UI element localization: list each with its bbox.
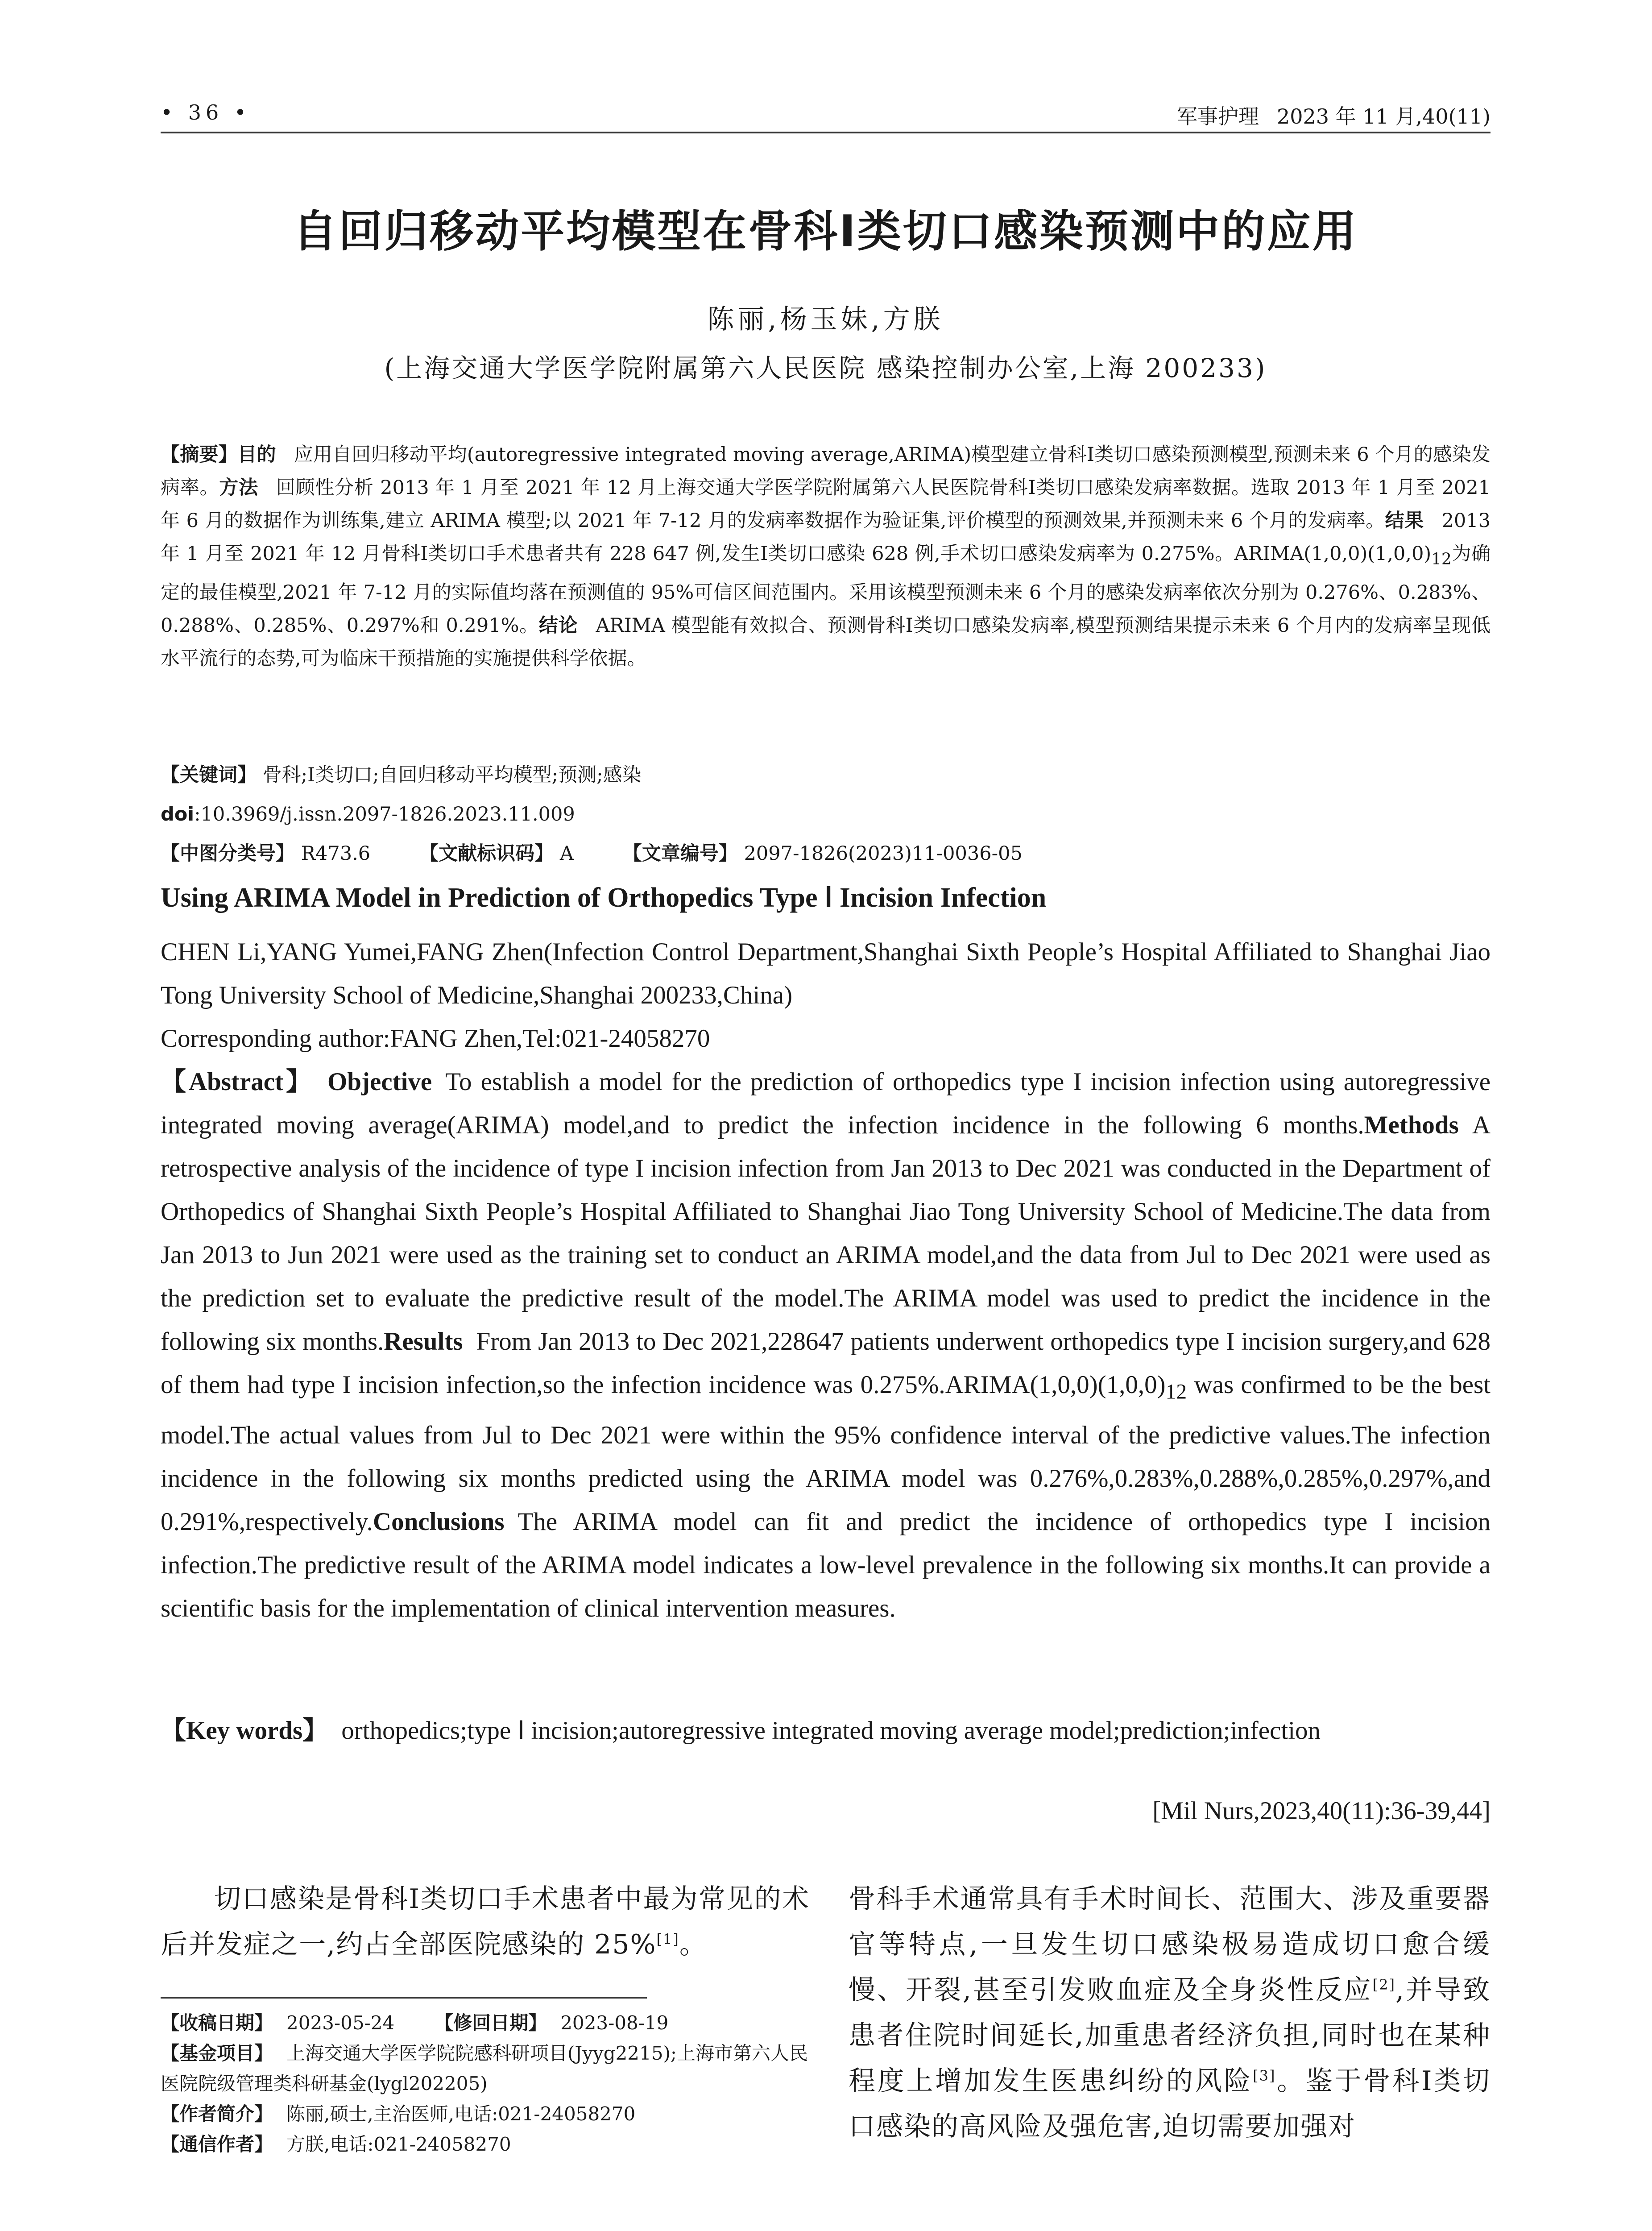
article-title-en: Using ARIMA Model in Prediction of Orthopedics Type Ⅰ Incision Infection <box>161 883 1047 913</box>
body-right-p3: 。鉴于骨科Ⅰ类切口感染的高风险及强危害,迫切需要加强对 <box>849 2065 1491 2142</box>
clc-value: R473.6 <box>301 842 371 865</box>
article-number-value: 2097-1826(2023)11-0036-05 <box>744 842 1023 865</box>
footnote-fund <box>161 2038 810 2099</box>
results-en-sub: 12 <box>1165 1380 1187 1404</box>
reference-3[interactable]: [3] <box>1253 2067 1276 2084</box>
revised-label: 【修回日期】 <box>435 2012 547 2034</box>
keywords-en-label: 【Key words】 <box>161 1717 328 1745</box>
keywords-en-text: orthopedics;type Ⅰ incision;autoregressive integrated moving average model;prediction;infection <box>341 1717 1321 1745</box>
journal-issue: 2023 年 11 月,40(11) <box>1276 104 1491 129</box>
keywords-cn <box>161 759 1491 792</box>
methods-cn: 回顾性分析 2013 年 1 月至 2021 年 12 月上海交通大学医学院附属第六人民医院骨科Ⅰ类切口感染发病率数据。选取 2013 年 1 月至 2021 年 6 月的数据作为训练集,建立 ARIMA 模型;以 2021 年 7-12 月的发病率数据作为验证集,评价模型的预测效果,并预测未来 6 个月的发病率。 <box>161 477 1491 532</box>
objective-cn-label: 目的 <box>237 444 276 466</box>
results-cn-label: 结果 <box>1385 510 1424 532</box>
methods-cn-label: 方法 <box>219 477 258 499</box>
reference-2[interactable]: [2] <box>1372 1976 1395 1993</box>
authors-cn: 陈丽,杨玉妹,方朕 <box>707 304 944 335</box>
doi-line <box>161 798 1491 831</box>
abstract-en-label: 【Abstract】 <box>161 1068 314 1096</box>
author-bio-label: 【作者简介】 <box>161 2103 273 2125</box>
conclusion-cn: ARIMA 模型能有效拟合、预测骨科Ⅰ类切口感染发病率,模型预测结果提示未来 6 个月内的发病率呈现低水平流行的态势,可为临床干预措施的实施提供科学依据。 <box>161 614 1491 670</box>
body-right-p1: 骨科手术通常具有手术时间长、范围大、涉及重要器官等特点,一旦发生切口感染极易造成切口愈合缓慢、开裂,甚至引发败血症及全身炎性反应 <box>849 1883 1491 2006</box>
clc-label: 【中图分类号】 <box>161 842 295 865</box>
affiliation-cn: (上海交通大学医学院附属第六人民医院 感染控制办公室,上海 200233) <box>384 353 1267 383</box>
results-en-b: was confirmed to be the best model.The actual values from Jul to Dec 2021 were within the 95% confidence interval of the predictive values.The infection incidence in the following six months predicted using the ARIMA model was 0.276%,0.283%,0.288%,0.285%,0.297%,and 0.291%,respectively. <box>161 1371 1491 1536</box>
keywords-cn-label: 【关键词】 <box>161 764 257 786</box>
footnote-corresponding <box>161 2129 810 2160</box>
doc-code-label: 【文献标识码】 <box>419 842 554 865</box>
objective-en-label: Objective <box>327 1068 432 1096</box>
corresponding-label: 【通信作者】 <box>161 2133 273 2155</box>
received-date: 2023-05-24 <box>286 2012 395 2034</box>
citation: [Mil Nurs,2023,40(11):36-39,44] <box>1152 1797 1491 1825</box>
results-cn-sub: 12 <box>1431 550 1452 568</box>
reference-1[interactable]: [1] <box>656 1931 679 1948</box>
abstract-cn <box>161 438 1491 675</box>
body-column-right <box>849 1876 1491 2149</box>
body-left-end: 。 <box>679 1929 707 1960</box>
results-en-a: From Jan 2013 to Dec 2021,228647 patients underwent orthopedics type I incision surgery,and 628 of them had type I incision infection,so the infection incidence was 0.275%.ARIMA(1,0,0)(1,0,0) <box>161 1327 1491 1399</box>
keywords-en <box>161 1709 1491 1752</box>
conclusion-en: The ARIMA model can fit and predict the incidence of orthopedics type I incision infection.The predictive result of the ARIMA model indicates a low-level prevalence in the following six months.It can provide a scientific basis for the implementation of clinical intervention measures. <box>161 1508 1491 1623</box>
page-number: • 36 • <box>161 100 251 124</box>
running-header <box>161 100 1491 133</box>
body-column-left <box>161 1876 810 1967</box>
body-left-text: 切口感染是骨科Ⅰ类切口手术患者中最为常见的术后并发症之一,约占全部医院感染的 25% <box>161 1883 810 1960</box>
footnote-author <box>161 2099 810 2129</box>
fund-text: 上海交通大学医学院院感科研项目(Jyyg2215);上海市第六人民医院院级管理类科研基金(lygl202205) <box>161 2042 808 2094</box>
abstract-en <box>161 1060 1491 1630</box>
article-number-label: 【文章编号】 <box>622 842 738 865</box>
revised-date: 2023-08-19 <box>560 2012 669 2034</box>
author-bio: 陈丽,硕士,主治医师,电话:021-24058270 <box>286 2103 636 2125</box>
methods-en: A retrospective analysis of the incidence of type I incision infection from Jan 2013 to Dec 2021 was conducted in the Department of Orthopedics of Shanghai Sixth People’s Hospital Affiliated to Shanghai Jiao Tong University School of Medicine.The data from Jan 2013 to Jun 2021 were used as the training set to conduct an ARIMA model,and the data from Jul to Dec 2021 were used as the prediction set to evaluate the predictive result of the model.The ARIMA model was used to predict the incidence in the following six months. <box>161 1111 1491 1356</box>
footnote-dates <box>161 2008 810 2038</box>
journal-name: 军事护理 <box>1176 104 1259 129</box>
methods-en-label: Methods <box>1364 1111 1459 1139</box>
doc-code-value: A <box>559 842 574 865</box>
journal-info <box>1177 100 1491 130</box>
results-cn-a: 2013 年 1 月至 2021 年 12 月骨科Ⅰ类切口手术患者共有 228 647 例,发生Ⅰ类切口感染 628 例,手术切口感染发病率为 0.275%。ARIMA(1,0,0)(1,0,0) <box>161 510 1491 565</box>
received-label: 【收稿日期】 <box>161 2012 273 2034</box>
results-en-label: Results <box>384 1327 463 1356</box>
keywords-cn-text: 骨科;Ⅰ类切口;自回归移动平均模型;预测;感染 <box>262 764 642 786</box>
doi-label: doi <box>161 803 195 825</box>
abstract-cn-label: 【摘要】 <box>161 444 238 466</box>
article-title-cn: 自回归移动平均模型在骨科Ⅰ类切口感染预测中的应用 <box>293 206 1358 257</box>
doi-value: :10.3969/j.issn.2097-1826.2023.11.009 <box>194 803 575 825</box>
results-cn-b: 为确定的最佳模型,2021 年 7-12 月的实际值均落在预测值的 95%可信区间范围内。采用该模型预测未来 6 个月的感染发病率依次分别为 0.276%、0.283%、0.288%、0.285%、0.297%和 0.291%。 <box>161 543 1491 637</box>
corresponding-en: Corresponding author:FANG Zhen,Tel:021-24058270 <box>161 1024 710 1053</box>
objective-en: To establish a model for the prediction of orthopedics type I incision infection using autoregressive integrated moving average(ARIMA) model,and to predict the infection incidence in the following 6 months. <box>161 1068 1491 1139</box>
body-right-p2: ,并导致患者住院时间延长,加重患者经济负担,同时也在某种程度上增加发生医患纠纷的风险 <box>849 1974 1491 2097</box>
conclusion-en-label: Conclusions <box>373 1508 505 1536</box>
classification-line <box>161 837 1491 870</box>
corresponding-info: 方朕,电话:021-24058270 <box>286 2133 511 2155</box>
authors-en: CHEN Li,YANG Yumei,FANG Zhen(Infection Control Department,Shanghai Sixth People’s Hospital Affiliated to Shanghai Jiao Tong University School of Medicine,Shanghai 200233,China) <box>161 938 1491 1009</box>
footnote-divider <box>161 1997 647 1999</box>
objective-cn: 应用自回归移动平均(autoregressive integrated moving average,ARIMA)模型建立骨科Ⅰ类切口感染预测模型,预测未来 6 个月的感染发病率。 <box>161 444 1491 499</box>
conclusion-cn-label: 结论 <box>538 614 578 637</box>
fund-label: 【基金项目】 <box>161 2042 273 2064</box>
